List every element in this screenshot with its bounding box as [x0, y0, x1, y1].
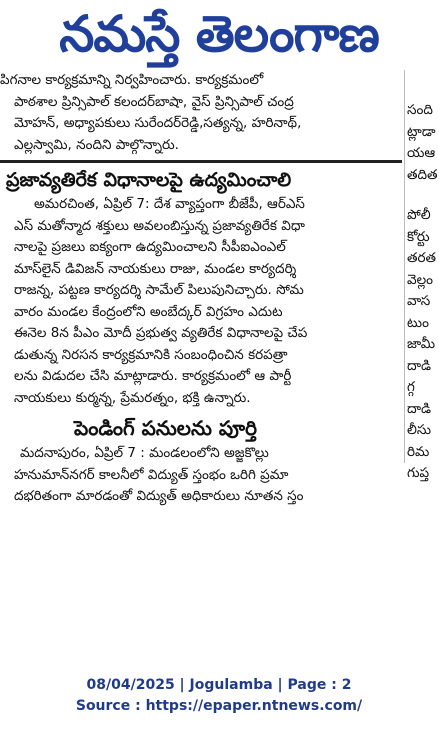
story2-line: వారం మండల కేంద్రంలోని అంబేద్కర్ విగ్రహం ఎదుట: [14, 303, 283, 320]
newspaper-page: [0, 70, 438, 504]
side-line: రిమ: [407, 443, 430, 460]
side-line: పోలీ: [407, 207, 431, 223]
side-line: తరత: [407, 250, 437, 266]
side-line: ట్లాడా: [407, 123, 436, 140]
section-divider: [0, 160, 402, 163]
masthead-logo: నమస్తే తెలంగాణ: [59, 5, 379, 63]
story2-line: నాయకులు కుర్మన్న, ప్రేమరత్నం, భక్తి ఉన్నారు.: [14, 389, 251, 406]
side-line: గుప్త: [407, 465, 430, 481]
story1-line: పిగనాల కార్యక్రమాన్ని నిర్వహించారు. కార్యక్రమంలో: [0, 72, 264, 88]
story1-line: మోహన్, అధ్యాపకులు సురేందర్‌రెడ్డి,సత్యన్న, హరినాథ్,: [14, 115, 302, 131]
story2-line: ఈనెల 8న పీఎం మోదీ ప్రభుత్వ వ్యతిరేక విధానాలపై చేప: [14, 325, 308, 341]
side-column: [404, 70, 439, 481]
side-line: జామీ: [407, 336, 435, 352]
story3-line: మదనాపురం, ఏప్రిల్ 7 : మండలంలోని అజ్జకొల్లు: [20, 445, 269, 461]
side-line: వాస: [407, 293, 431, 309]
side-line: సంది: [407, 102, 433, 118]
story2-headline: ప్రజావ్యతిరేక విధానాలపై ఉద్యమించాలి: [6, 169, 292, 191]
story3: [0, 413, 402, 508]
story3-headline: పెండింగ్ పనులను పూర్తి: [74, 416, 257, 440]
story3-line: హనుమాన్‌నగర్ కాలనీలో విద్యుత్ స్తంభం ఒరిగి ప్రమా: [14, 466, 289, 483]
side-line: దాడి: [407, 400, 432, 417]
side-line: తదిత: [407, 166, 438, 183]
side-line: లీసు: [407, 422, 432, 438]
story1-line: ఎల్లస్వామి, నందిని పాల్గొన్నారు.: [14, 136, 179, 153]
side-line: వెల్లం: [407, 271, 434, 288]
source-footer: [0, 675, 438, 717]
side-line: యఆ: [407, 145, 436, 161]
side-line: గ్గ: [407, 379, 415, 395]
story3-line: దభరితంగా మారడంతో విద్యుత్ అధికారులు నూతన స్తం: [14, 488, 304, 504]
masthead: [0, 0, 438, 70]
story2-line: ఎస్ మతోన్మాద శక్తులు అవలంబిస్తున్న ప్రజావ్యతిరేక విధా: [14, 217, 305, 234]
story2-line: నాలపై ప్రజలు ఐక్యంగా ఉద్యమించాలని సీపీఐఎంఎల్: [14, 239, 286, 255]
edition-info: 08/04/2025 | Jogulamba | Page : 2: [86, 677, 352, 693]
story2-line: లను విడుదల చేసి మాట్లాడారు. కార్యక్రమంలో ఆ పార్టీ: [14, 368, 292, 384]
side-line: దాడి: [407, 357, 432, 374]
side-line: టుం: [407, 314, 429, 331]
story2-line: అమరచింత, ఏప్రిల్ 7: దేశ వ్యాప్తంగా బీజేపీ, ఆర్‌ఎస్: [34, 196, 305, 212]
story2-line: మాస్‌లైన్ డివిజన్ నాయకులు రాజు, మండల కార్యదర్శి: [14, 260, 297, 277]
story2-line: డుతున్న నిరసన కార్యక్రమానికి సంబంధించిన కరపత్రా: [14, 346, 288, 363]
story2: [0, 166, 402, 409]
story2-line: రాజన్న, పట్టణ కార్యదర్శి సామేల్ పిలుపునిచ్చారు. సోమ: [14, 282, 304, 298]
story1: [0, 70, 402, 156]
main-column: [0, 70, 402, 504]
side-line: కోర్టు: [407, 228, 430, 245]
story1-line: పాఠశాల ప్రిన్సిపాల్ కలందర్‌బాషా, వైస్ ప్రిన్సిపాల్ చంద్ర: [14, 93, 294, 110]
source-link: Source : https://epaper.ntnews.com/: [75, 698, 363, 714]
